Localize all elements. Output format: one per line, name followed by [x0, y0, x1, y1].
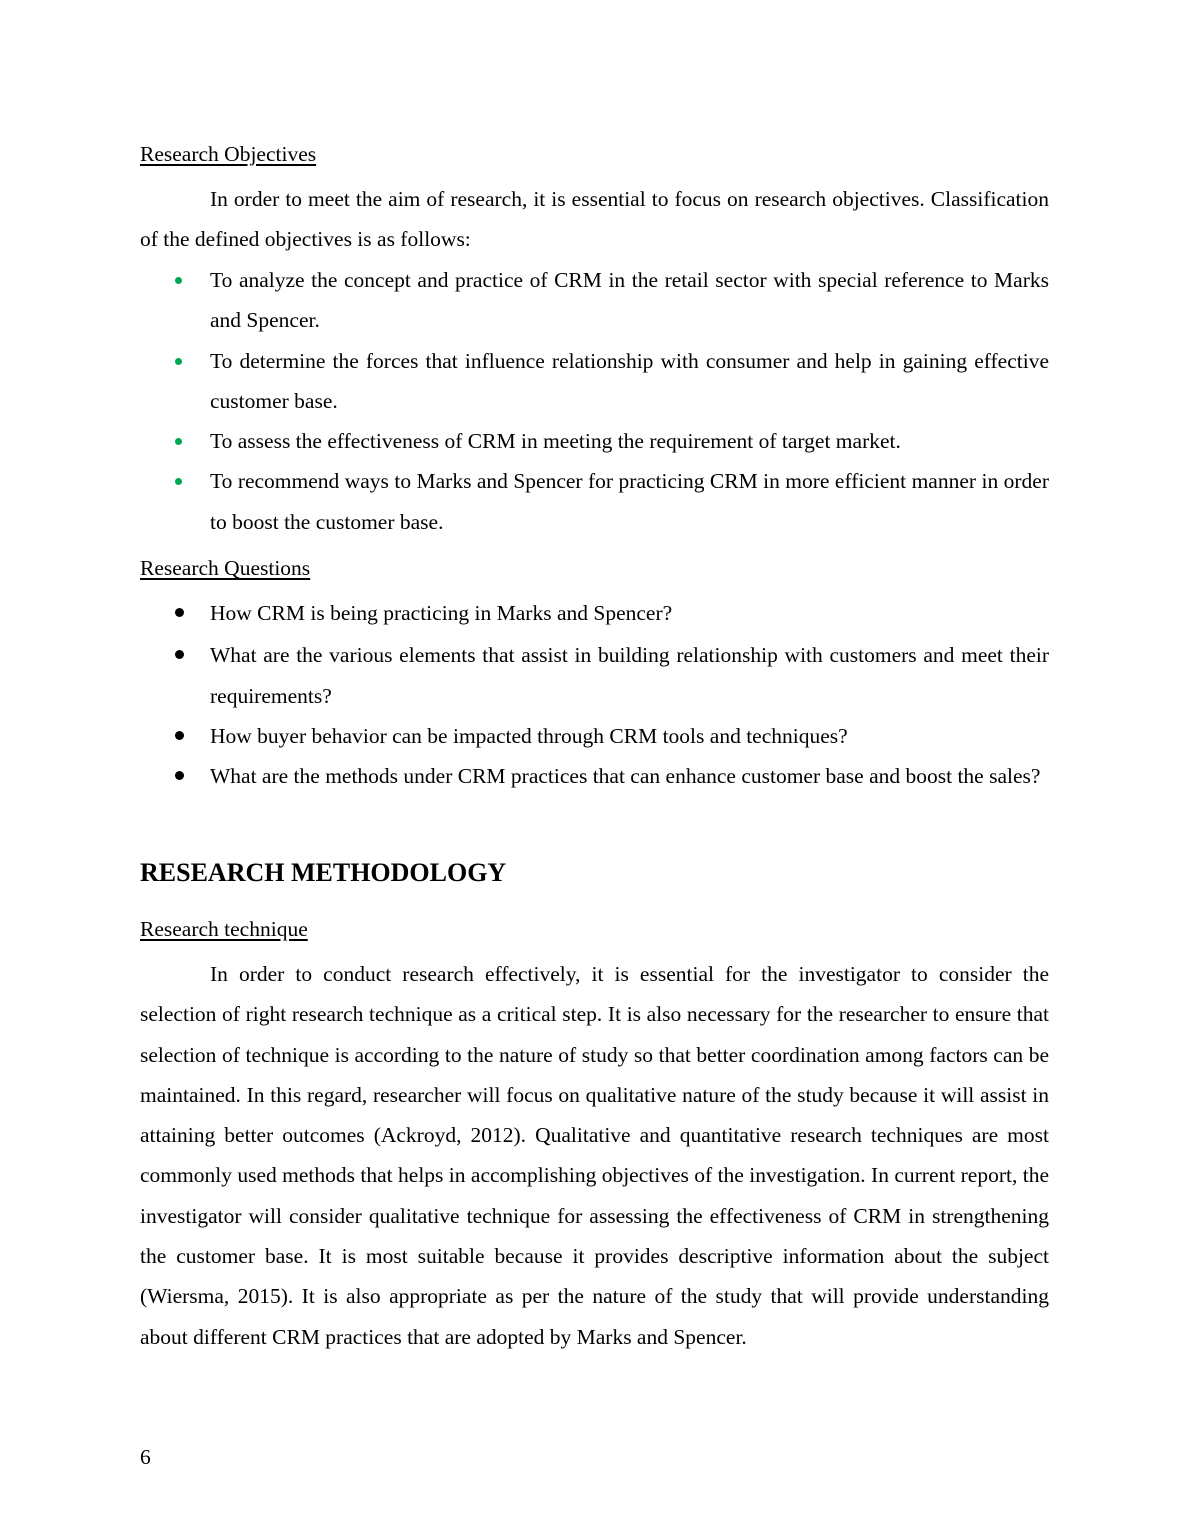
objective-item	[140, 461, 1049, 542]
document-page	[140, 0, 1049, 1540]
black-bullet-icon	[175, 771, 184, 780]
research-questions-heading: Research Questions	[140, 556, 311, 580]
question-item	[140, 716, 1049, 756]
objective-item	[140, 260, 1049, 341]
question-text: How buyer behavior can be impacted through CRM tools and techniques?	[210, 723, 848, 748]
black-bullet-icon	[175, 650, 184, 659]
question-text: What are the methods under CRM practices that can enhance customer base and boost the sales?	[210, 764, 1041, 789]
page-number: 6	[140, 1445, 151, 1469]
objectives-intro-paragraph: In order to meet the aim of research, it is essential to focus on research objectives. Classification of the defined objectives is as follows:	[140, 187, 1049, 252]
objective-item	[140, 341, 1049, 422]
question-text: What are the various elements that assist in building relationship with customers and meet their requirements?	[210, 643, 1049, 708]
objective-item	[140, 421, 1049, 461]
objective-text: To analyze the concept and practice of CRM in the retail sector with special reference to Marks and Spencer.	[210, 268, 1049, 333]
green-bullet-icon	[175, 358, 182, 365]
objective-text: To assess the effectiveness of CRM in meeting the requirement of target market.	[210, 429, 901, 454]
questions-list	[140, 593, 1049, 796]
objectives-list	[140, 260, 1049, 542]
question-item	[140, 635, 1049, 716]
objective-text: To determine the forces that influence relationship with consumer and help in gaining effective customer base.	[210, 348, 1049, 413]
research-technique-heading: Research technique	[140, 917, 308, 941]
objective-text: To recommend ways to Marks and Spencer for practicing CRM in more efficient manner in order to boost the customer base.	[210, 469, 1049, 534]
green-bullet-icon	[175, 438, 182, 445]
research-objectives-heading: Research Objectives	[140, 142, 317, 166]
question-item	[140, 593, 1049, 633]
methodology-paragraph: In order to conduct research effectively, it is essential for the investigator to consider the selection of right research technique as a critical step. It is also necessary for the researcher to ensure that selection of technique is according to the nature of study so that better coordination among factors can be maintained. In this regard, researcher will focus on qualitative nature of the study because it will assist in attaining better outcomes (Ackroyd, 2012). Qualitative and quantitative research techniques are most commonly used methods that helps in accomplishing objectives of the investigation. In current report, the investigator will consider qualitative technique for assessing the effectiveness of CRM in strengthening the customer base. It is most suitable because it provides descriptive information about the subject (Wiersma, 2015). It is also appropriate as per the nature of the study that will provide understanding about different CRM practices that are adopted by Marks and Spencer.	[140, 962, 1049, 1349]
research-methodology-heading: RESEARCH METHODOLOGY	[140, 858, 507, 887]
green-bullet-icon	[175, 478, 182, 485]
black-bullet-icon	[175, 731, 184, 740]
question-item	[140, 756, 1049, 796]
green-bullet-icon	[175, 277, 182, 284]
black-bullet-icon	[175, 608, 184, 617]
question-text: How CRM is being practicing in Marks and Spencer?	[210, 601, 673, 625]
